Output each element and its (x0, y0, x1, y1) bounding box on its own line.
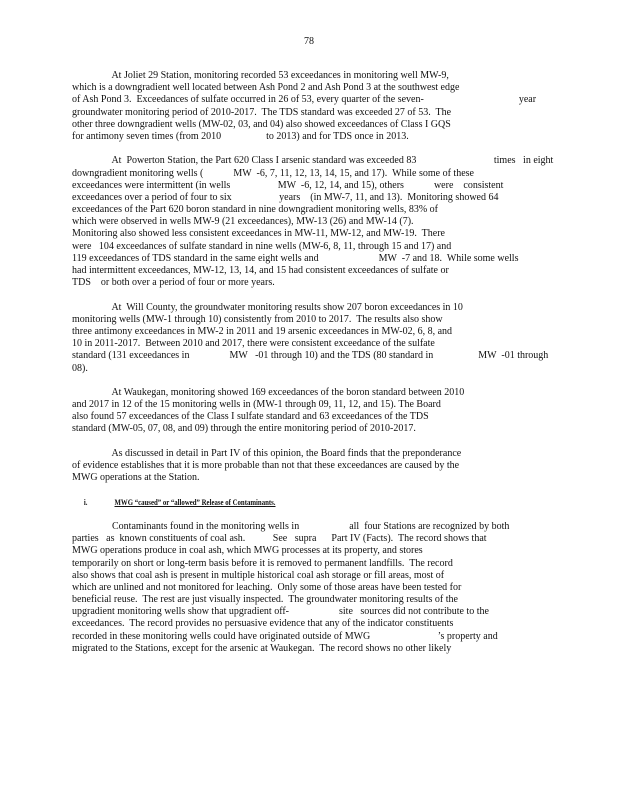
text-line: exceedances over a period of four to six years (in MW-7, 11, and 13). Monitoring showed 64 (72, 191, 499, 203)
text-line: 119 exceedances of TDS standard in the same eight wells and MW -7 and 18. While some wells (72, 252, 519, 264)
text-line: were 104 exceedances of sulfate standard in nine wells (MW-6, 8, 11, through 15 and 17) and (72, 240, 452, 252)
text-line: beneficial reuse. The rest are just visually inspected. The groundwater monitoring results of the (72, 594, 458, 606)
text-line: Monitoring also showed less consistent exceedances in MW-11, MW-12, and MW-19. There (72, 228, 445, 240)
text-line: 10 in 2011-2017. Between 2010 and 2017, there were consistent exceedance of the sulfate (72, 338, 435, 350)
text-line: groundwater monitoring period of 2010-2017. The TDS standard was exceeded 27 of 53. The (72, 106, 452, 118)
text-line: exceedances were intermittent (in wells MW -6, 12, 14, and 15), others were consistent (72, 179, 504, 191)
section-title: MWG “caused” or “allowed” Release of Contaminants. (114, 497, 276, 507)
text-line: TDS or both over a period of four or more years. (72, 277, 275, 289)
text-line: exceedances. The record provides no persuasive evidence that any of the indicator constituents (72, 618, 454, 630)
text-line: of evidence establishes that it is more probable than not that these exceedances are caused by the (72, 460, 460, 471)
paragraph-waukegan (72, 387, 512, 436)
text-line: recorded in these monitoring wells could have originated outside of MWG ’s property and (72, 630, 498, 642)
document-body (72, 70, 554, 655)
text-line: standard (MW-05, 07, 08, and 09) through the entire monitoring period of 2010-2017. (72, 423, 416, 435)
text-line: also shows that coal ash is present in multiple historical coal ash storage or fill areas, most of (72, 569, 445, 581)
text-line: upgradient monitoring wells show that upgradient off- site sources did not contribute to the (72, 606, 489, 618)
text-line: At Joliet 29 Station, monitoring recorded 53 exceedances in monitoring well MW-9, (72, 70, 449, 81)
section-number: i. (83, 497, 88, 507)
text-line: standard (131 exceedances in MW -01 through 10) and the TDS (80 standard in MW -01 through (72, 350, 549, 362)
text-line: Contaminants found in the monitoring wells in all four Stations are recognized by both (72, 520, 510, 532)
text-line: MWG operations produce in coal ash, which MWG processes at its property, and stores (72, 545, 423, 557)
text-line: parties as known constituents of coal ash. See supra Part IV (Facts). The record shows that (72, 533, 487, 545)
text-line: 08). (72, 362, 88, 374)
text-line: other three downgradient wells (MW-02, 03, and 04) also showed exceedances of Class I GQS (72, 118, 451, 130)
text-line: which is a downgradient well located between Ash Pond 2 and Ash Pond 3 at the southwest edge (72, 82, 460, 94)
text-line: At Waukegan, monitoring showed 169 exceedances of the boron standard between 2010 (72, 386, 465, 398)
text-line: temporarily on short or long-term basis before it is removed to permanent landfills. The record (72, 557, 453, 569)
text-line: downgradient monitoring wells ( MW -6, 7, 11, 12, 13, 14, 15, and 17). While some of these (72, 167, 474, 179)
text-line: MWG operations at the Station. (72, 472, 200, 484)
text-line: which were observed in wells MW-9 (21 exceedances), MW-13 (26) and MW-14 (7). (72, 216, 414, 228)
text-line: migrated to the Stations, except for the arsenic at Waukegan. The record shows no other likely (72, 642, 452, 654)
text-line: three antimony exceedances in MW-2 in 2011 and 19 arsenic exceedances in MW-02, 6, 8, and (72, 325, 453, 337)
text-line: At Powerton Station, the Part 620 Class I arsenic standard was exceeded 83 times in eight (72, 155, 554, 167)
text-line: also found 57 exceedances of the Class I sulfate standard and 63 exceedances of the TDS (72, 411, 429, 423)
text-line: for antimony seven times (from 2010 to 2013) and for TDS once in 2013. (72, 130, 409, 142)
text-line: had intermittent exceedances, MW-12, 13, 14, and 15 had consistent exceedances of sulfate or (72, 265, 449, 276)
paragraph-powerton (72, 155, 554, 289)
page-number: 78 (304, 36, 314, 47)
text-line: At Will County, the groundwater monitoring results show 207 boron exceedances in 10 (72, 301, 463, 313)
paragraph-discussed (72, 448, 512, 485)
section-heading (72, 497, 446, 509)
text-line: and 2017 in 12 of the 15 monitoring wells in (MW-1 through 09, 11, 12, and 15). The Board (72, 399, 441, 411)
paragraph-joliet (72, 70, 537, 143)
text-line: which are unlined and not monitored for leaching. Only some of those areas have been tested for (72, 581, 462, 593)
text-line: of Ash Pond 3. Exceedances of sulfate occurred in 26 of 53, every quarter of the seven- year (72, 94, 537, 106)
paragraph-contaminants (72, 521, 512, 655)
text-line: exceedances of the Part 620 boron standard in nine downgradient monitoring wells, 83% of (72, 204, 439, 216)
paragraph-will-county (72, 301, 549, 375)
text-line: As discussed in detail in Part IV of this opinion, the Board finds that the preponderance (72, 447, 462, 459)
text-line: monitoring wells (MW-1 through 10) consistently from 2010 to 2017. The results also show (72, 313, 443, 325)
